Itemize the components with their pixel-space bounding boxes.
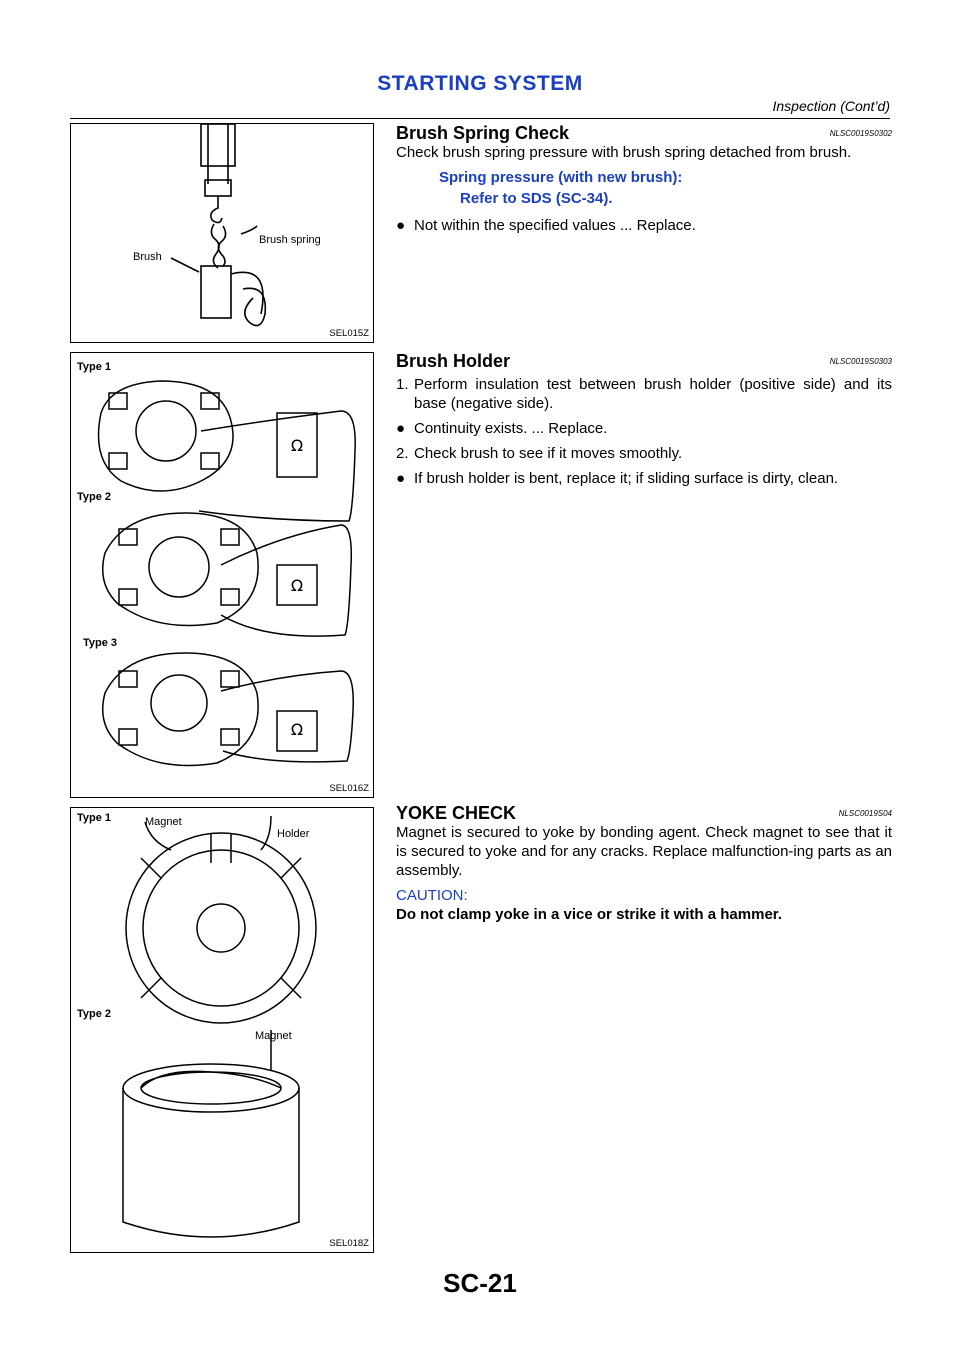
figure-code: SEL016Z bbox=[329, 783, 369, 794]
spec-line: Spring pressure (with new brush): bbox=[439, 169, 683, 186]
bullet-item: ● Continuity exists. ... Replace. bbox=[396, 420, 608, 437]
page-subtitle: Inspection (Cont’d) bbox=[772, 98, 890, 114]
page-title: STARTING SYSTEM bbox=[377, 72, 583, 95]
label-magnet: Magnet bbox=[255, 1030, 292, 1042]
label-brush: Brush bbox=[133, 251, 162, 263]
figure-brush-holder bbox=[70, 352, 374, 798]
label-type1: Type 1 bbox=[77, 812, 112, 824]
section-code: NLSC0019S04 bbox=[838, 809, 892, 818]
label-type1: Type 1 bbox=[77, 361, 112, 373]
figure-code: SEL018Z bbox=[329, 1238, 369, 1249]
section-code: NLSC0019S0302 bbox=[829, 129, 892, 138]
numbered-step: 1. Perform insulation test between brush holder (positive side) and its base (negative side). bbox=[396, 376, 892, 412]
section-brush-spring-check bbox=[396, 124, 892, 235]
numbered-step: 2. Check brush to see if it moves smoothly. bbox=[396, 445, 683, 462]
section-title: Brush Spring Check NLSC0019S0302 bbox=[396, 123, 892, 143]
caution-label: CAUTION: bbox=[396, 887, 468, 904]
label-magnet: Magnet bbox=[145, 816, 182, 828]
bullet-item: ● Not within the specified values ... Replace. bbox=[396, 217, 696, 234]
paragraph: Check brush spring pressure with brush spring detached from brush. bbox=[396, 144, 852, 161]
spec-line: Refer to SDS (SC-34). bbox=[460, 190, 613, 207]
caution-text: Do not clamp yoke in a vice or strike it with a hammer. bbox=[396, 906, 782, 923]
label-holder: Holder bbox=[277, 828, 310, 840]
figure-brush-spring bbox=[70, 123, 374, 343]
ohm-meter-3: Ω bbox=[290, 720, 304, 739]
bullet-item: ● If brush holder is bent, replace it; if sliding surface is dirty, clean. bbox=[396, 470, 839, 487]
section-code: NLSC0019S0303 bbox=[829, 357, 892, 366]
label-type2: Type 2 bbox=[77, 1008, 112, 1020]
section-title: Brush Holder NLSC0019S0303 bbox=[396, 351, 892, 371]
brush-spring-illustration bbox=[71, 124, 373, 342]
page-number: SC-21 bbox=[443, 1268, 517, 1298]
ohm-meter-1: Ω bbox=[290, 436, 304, 455]
section-title: YOKE CHECK NLSC0019S04 bbox=[396, 803, 892, 823]
yoke-illustration bbox=[71, 808, 373, 1252]
section-yoke-check bbox=[396, 804, 892, 924]
brush-holder-illustration bbox=[71, 353, 373, 797]
ohm-meter-2: Ω bbox=[290, 576, 304, 595]
paragraph: Magnet is secured to yoke by bonding agent. Check magnet to see that it is secured to yoke and for any cracks. Replace malfunction-ing parts as an assembly. bbox=[396, 824, 892, 879]
label-type3: Type 3 bbox=[83, 637, 118, 649]
label-brush-spring: Brush spring bbox=[259, 234, 321, 246]
section-brush-holder bbox=[396, 352, 892, 488]
figure-code: SEL015Z bbox=[329, 328, 369, 339]
label-type2: Type 2 bbox=[77, 491, 112, 503]
figure-yoke bbox=[70, 807, 374, 1253]
header-rule bbox=[70, 118, 890, 119]
